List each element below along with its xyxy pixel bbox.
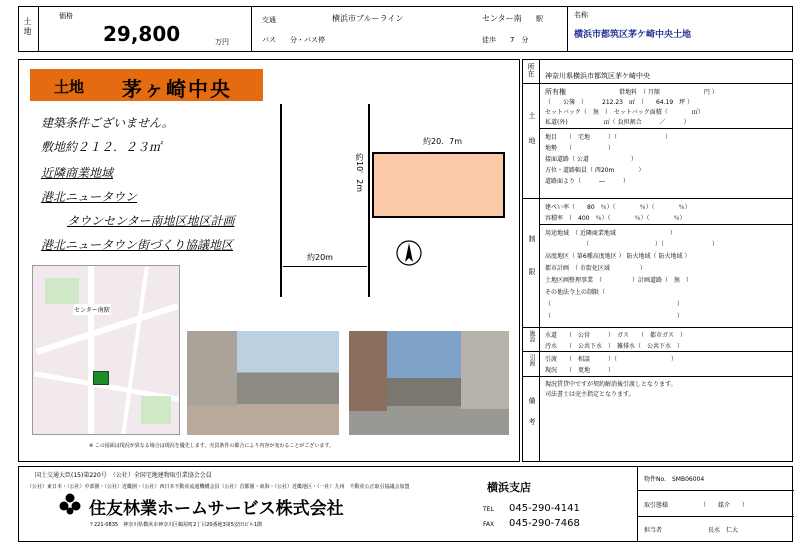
property-number: 物件No. SMB06004 [644, 476, 705, 483]
land-readjustment: 土地区画整理事業 （ ）計画道路（ 無 ） [545, 277, 693, 284]
bullet-item: 港北ニュータウン [41, 190, 138, 204]
name-label: 名称 [574, 11, 588, 19]
land-type-cell [19, 7, 39, 51]
price-label: 価格 [59, 12, 73, 20]
right-panel [522, 59, 793, 462]
header-bar [18, 6, 793, 52]
bullet-item: タウンセンター南地区地区計画 [67, 214, 235, 228]
remarks-line: 現況賃貸中ですが契約解消後引渡しとなります。 [545, 381, 677, 388]
land-label: 土地 [528, 112, 536, 162]
transport-label: 交通 [262, 16, 276, 24]
tel-label: TEL [483, 506, 494, 513]
map-road [88, 266, 94, 435]
location-label: 所在 [527, 63, 535, 77]
handover-label: 引渡 [528, 354, 535, 366]
height-district: 高度地区（ 第6種高度地区 ） 防火地域（ 防火地域 ） [545, 253, 691, 260]
terrain: 地勢 （ ） [545, 145, 615, 152]
station-name: センター南 [482, 14, 522, 23]
restriction-section [523, 198, 792, 327]
title-prefix: 土地 [54, 78, 85, 96]
location-value: 神奈川県横浜市都筑区茅ケ崎中央 [545, 72, 650, 80]
dim-side-label: 約10．2m [355, 153, 364, 193]
inner-divider [540, 128, 792, 129]
site-diagram [275, 100, 521, 300]
street-photo-2 [349, 331, 509, 435]
staff-name: 長水 仁大 [708, 527, 739, 534]
remarks-line: 司法書士は売主指定となります。 [545, 391, 635, 398]
staff-label: 担当者 [644, 527, 663, 534]
other-law-paren: （ ） [545, 313, 684, 320]
line-name: 横浜市ブルーライン [332, 14, 404, 23]
zoning: 用途地域 （ 近隣商業地域 ） [545, 230, 676, 237]
road-access: 接面道路（ 公道 ） [545, 156, 637, 163]
dim-bottom-arrow [283, 266, 367, 267]
fax-number: 045-290-7468 [509, 518, 580, 529]
land-type: 地目 （ 宅地 ）（ ） [545, 134, 672, 141]
company-logo-icon [59, 493, 81, 515]
bullet-item: 敷地約２１２．２３㎡ [41, 140, 162, 154]
photo-building [187, 331, 237, 406]
sewage: 汚水 （ 公共下水 ） 雑排水（ 公共下水 ） [545, 343, 684, 350]
tel-number: 045-290-4141 [509, 503, 580, 514]
bullet-item: 港北ニュータウン街づくり協議地区 [41, 238, 234, 252]
name-cell [567, 7, 794, 51]
license-number: 国土交通大臣(15)第220号 （公社）全国宅地建物取引業協会会員 [35, 472, 212, 479]
footer [18, 466, 793, 542]
city-plan: 都市計画 （ 市街化区域 ） [545, 265, 646, 272]
map-park [141, 396, 171, 424]
lot-rectangle [372, 152, 505, 218]
price-value: 29,800 [103, 22, 181, 46]
company-name: 住友林業ホームサービス株式会社 [89, 499, 344, 519]
setback: セットバック（ 無 ） セットバック面積（ ㎡） [545, 109, 704, 116]
rent: 借地料 （ 月額 円 ） [619, 89, 718, 96]
deal-type-value: （ 媒介 ） [700, 502, 749, 509]
info-box [637, 467, 794, 541]
water-supply: 水道 （ 公営 ） ガス （ 都市ガス ） [545, 332, 687, 339]
fax-label: FAX [483, 521, 495, 528]
bus-text: バス 分・バス停 [262, 36, 325, 44]
facility-label: 施設 [528, 330, 535, 342]
map-station-label: センター南駅 [73, 304, 111, 315]
photo-building [349, 331, 387, 411]
photo-building [461, 331, 509, 409]
inner-divider [540, 224, 792, 225]
disclaimer: ※ この図面は現況が異なる場合は現況を優先します。売買条件の都合により内容が変わることがございます。 [89, 443, 334, 449]
station-suffix: 駅 [536, 15, 543, 23]
street-photo-1 [187, 331, 339, 435]
area-map [32, 265, 180, 435]
price-unit: 万円 [215, 38, 229, 46]
road-line-left [280, 104, 282, 297]
bullet-item: 近隣商業地域 [41, 166, 114, 180]
association-memberships: （公社）東日本・（公社）中部圏・（公社）近畿圏・（公社）西日本不動産流通機構会員（公社）首都圏・東海・（公社）近畿地区・（一社）九州 不動産公正取引協議会加盟 [27, 484, 410, 490]
building-coverage: 建ぺい率（ 80 ％）（ ％）（ ％） [545, 204, 691, 211]
facility-section [523, 327, 792, 351]
name-value: 横浜市都筑区茅ケ崎中央土地 [574, 30, 692, 40]
other-law-paren: （ ） [545, 301, 684, 308]
road-width: 方位・道路幅員（ 西20m ） [545, 167, 645, 174]
transport-cell [251, 7, 567, 51]
dim-top-label: 約20．7m [423, 137, 463, 146]
road-line-right [368, 104, 370, 297]
current-status: 現況 （ 更地 ） [545, 367, 615, 374]
floor-area-ratio: 容積率 （ 400 ％）（ ％）（ ％） [545, 215, 686, 222]
branch-name: 横浜支店 [487, 481, 531, 494]
road-height: 道路面より（ ― ） [545, 178, 630, 185]
remarks-label: 備考 [528, 397, 536, 439]
map-property-marker [93, 371, 109, 385]
zoning-extra: （ ）（ ） [583, 241, 719, 248]
deal-type-label: 取引態様 [644, 502, 669, 509]
land-section [523, 83, 792, 193]
map-park [45, 278, 79, 304]
restriction-label: 制限 [528, 235, 536, 301]
title-banner [30, 69, 263, 101]
bullet-item: 建築条件ございません。 [41, 116, 174, 130]
ownership: 所有権 [545, 88, 566, 96]
land-type-label: 土地 [23, 17, 32, 37]
company-address: 〒221-0835 神奈川県横浜市神奈川区鶴屋町2丁目20番地3第5安田ビル1階 [89, 522, 263, 528]
handover: 引渡 （ 相談 ）（ ） [545, 356, 678, 363]
other-law: その他法令上の制限（ [545, 289, 606, 296]
private-road: 私道(外) ㎡（ 負担割合 ／ ） [545, 119, 690, 126]
title-main: 茅ヶ崎中央 [122, 77, 232, 101]
remarks-section [523, 376, 792, 462]
left-panel [18, 59, 520, 462]
dim-bottom-label: 約20m [307, 253, 333, 262]
walk-text: 徒歩 7 分 [482, 36, 529, 44]
handover-section [523, 351, 792, 376]
north-arrow-icon [396, 240, 422, 266]
area-public: （ 公簿 ） 212.23 ㎡ （ 64.19 坪 ） [545, 99, 694, 106]
